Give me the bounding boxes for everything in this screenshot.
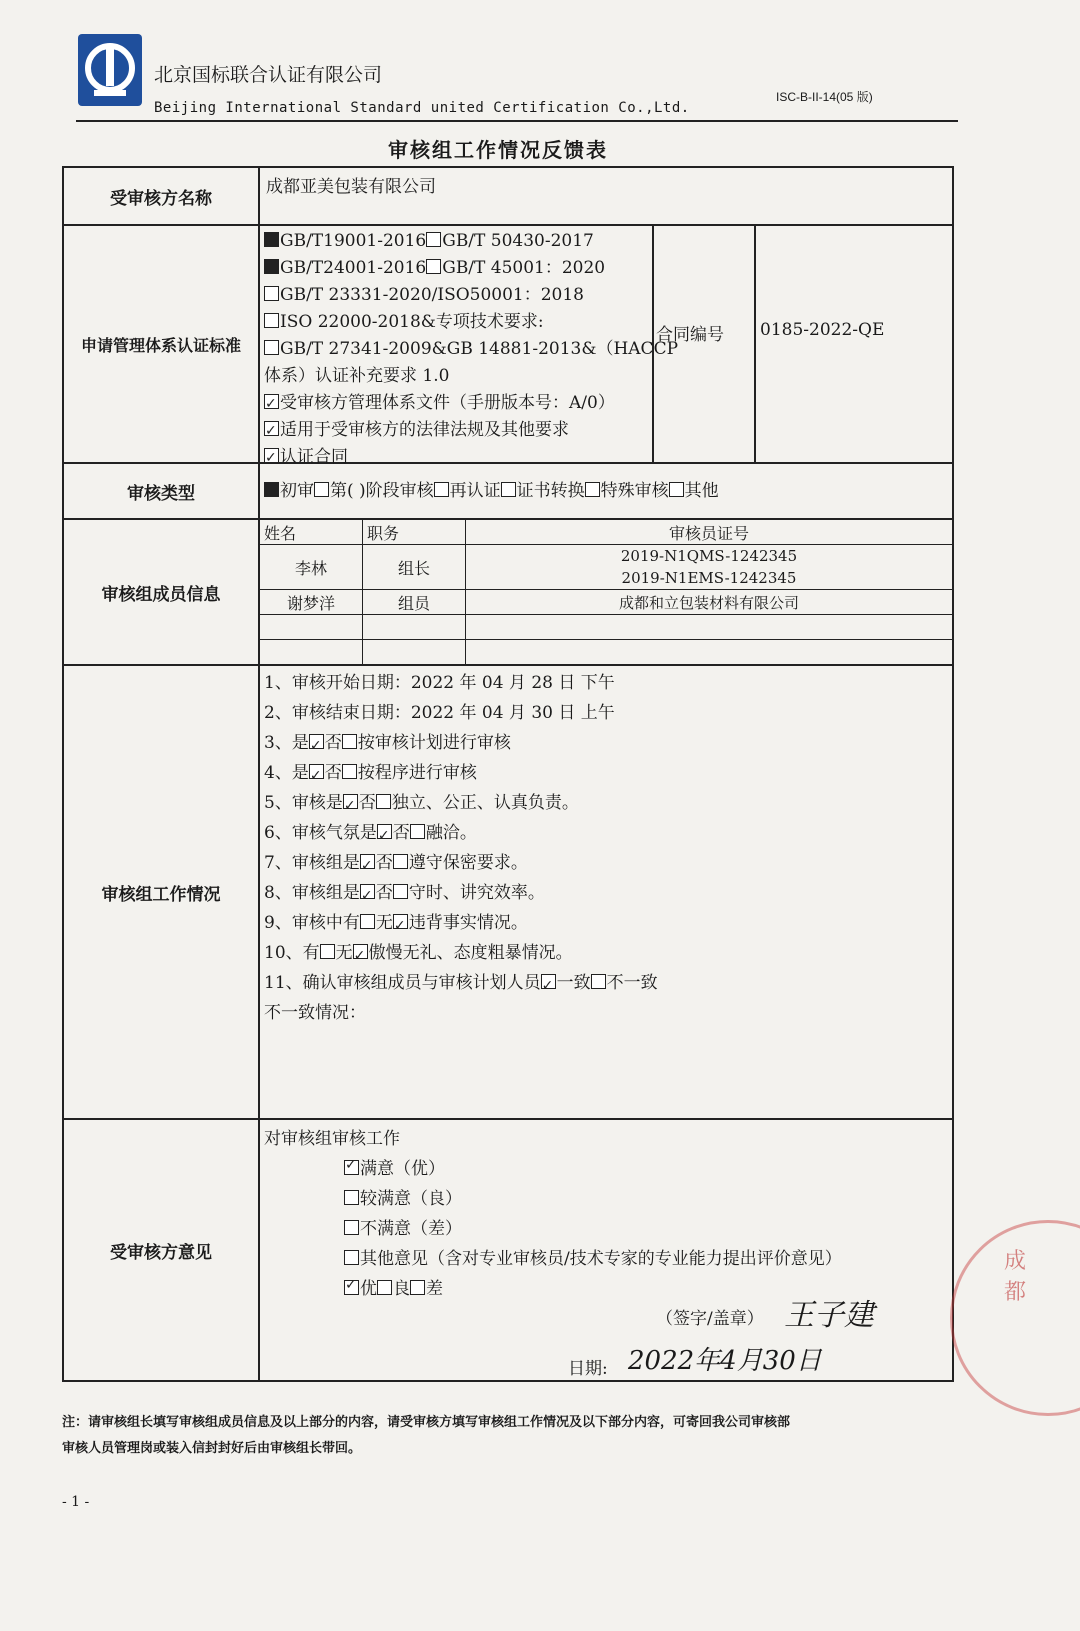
type-recert: 再认证 (449, 480, 501, 501)
work-text: 一致 (556, 973, 591, 993)
opinion-text: 良 (393, 1279, 410, 1299)
work-item-6 (260, 818, 952, 848)
checkbox-checked[interactable] (309, 764, 324, 779)
work-text: 4、是 (264, 763, 309, 783)
std-contract: 认证合同 (280, 447, 348, 467)
work-item-5 (260, 788, 952, 818)
table-row (260, 615, 952, 640)
work-text: 无 (375, 913, 393, 933)
member-role: 组长 (363, 545, 466, 590)
checkbox-empty[interactable] (426, 232, 441, 247)
col-name: 姓名 (260, 520, 363, 545)
work-text: 否 (392, 823, 410, 843)
checkbox-empty[interactable] (342, 734, 357, 749)
work-text: 无 (335, 943, 353, 963)
std-gbt45001: GB/T 45001：2020 (442, 258, 606, 278)
checkbox-empty[interactable] (585, 482, 600, 497)
work-item-11 (260, 968, 952, 998)
checkbox-empty[interactable] (360, 914, 375, 929)
auditee-label: 受审核方名称 (63, 167, 259, 225)
standards-list (260, 226, 679, 467)
checkbox-checked[interactable] (360, 854, 375, 869)
checkbox-checked[interactable] (360, 884, 375, 899)
contract-no-label: 合同编号 (654, 226, 756, 462)
member-cert: 2019-N1QMS-1242345 (620, 547, 798, 565)
work-text: 6、审核气氛是 (264, 823, 377, 843)
checkbox-empty[interactable] (344, 1190, 359, 1205)
checkbox-checked[interactable] (541, 974, 556, 989)
work-label: 审核组工作情况 (63, 665, 259, 1119)
checkbox-filled[interactable] (264, 259, 279, 274)
work-text: 不一致 (606, 973, 658, 993)
std-gbt24001: GB/T24001-2016 (280, 258, 427, 278)
work-text: 违背事实情况。 (408, 913, 528, 933)
company-name-en: Beijing International Standard united Certification Co.,Ltd. (154, 100, 690, 116)
std-gbt23331: GB/T 23331-2020/ISO50001：2018 (280, 285, 584, 305)
work-text: 否 (324, 733, 342, 753)
work-item-start: 1、审核开始日期：2022 年 04 月 28 日 下午 (264, 673, 615, 693)
work-text: 守时、讲究效率。 (408, 883, 545, 903)
sign-label: （签字/盖章） (656, 1309, 764, 1329)
work-text: 否 (324, 763, 342, 783)
type-initial: 初审 (280, 480, 314, 501)
checkbox-checked[interactable] (393, 914, 408, 929)
work-item-3 (260, 728, 952, 758)
standards-label: 申请管理体系认证标准 (63, 225, 259, 463)
seal-text: 成都 (1004, 1249, 1027, 1305)
auditee-name: 成都亚美包装有限公司 (259, 167, 953, 225)
work-item-7 (260, 848, 952, 878)
table-row (260, 590, 952, 615)
member-name: 谢梦洋 (260, 590, 363, 615)
date-label: 日期: (568, 1359, 608, 1379)
footnote-line-2: 审核人员管理岗或装入信封封好后由审核组长带回。 (62, 1441, 362, 1456)
checkbox-checked[interactable] (344, 1280, 359, 1295)
work-item-end: 2、审核结束日期：2022 年 04 月 30 日 上午 (264, 703, 615, 723)
member-name: 李林 (260, 545, 363, 590)
std-iso22000: ISO 22000-2018&专项技术要求: (280, 312, 544, 332)
work-text: 傲慢无礼、态度粗暴情况。 (368, 943, 573, 963)
work-item-9 (260, 908, 952, 938)
work-item-inconsistency: 不一致情况： (264, 1003, 366, 1023)
opinion-poor (344, 1214, 462, 1239)
checkbox-empty[interactable] (264, 286, 279, 301)
company-name-cn: 北京国标联合认证有限公司 (154, 64, 383, 86)
opinion-other (344, 1244, 842, 1269)
opinion-text: 其他意见（含对专业审核员/技术专家的专业能力提出评价意见） (360, 1249, 842, 1269)
checkbox-empty[interactable] (320, 944, 335, 959)
work-item-4 (260, 758, 952, 788)
col-role: 职务 (363, 520, 466, 545)
checkbox-empty[interactable] (264, 340, 279, 355)
letterhead (76, 32, 956, 124)
work-text: 融洽。 (425, 823, 477, 843)
checkbox-empty[interactable] (342, 764, 357, 779)
handwritten-signature: 王子建 (784, 1298, 874, 1333)
work-item-10 (260, 938, 952, 968)
work-text: 否 (358, 793, 376, 813)
checkbox-empty[interactable] (393, 854, 408, 869)
form-code: ISC-B-II-14(05 版) (776, 90, 873, 104)
checkbox-empty[interactable] (393, 884, 408, 899)
opinion-text: 不满意（差） (360, 1219, 462, 1239)
opinion-good (344, 1184, 462, 1209)
work-text: 7、审核组是 (264, 853, 360, 873)
checkbox-empty[interactable] (426, 259, 441, 274)
member-cert: 成都和立包装材料有限公司 (466, 590, 953, 615)
type-stage: 第( )阶段审核 (330, 480, 434, 501)
checkbox-checked[interactable] (264, 448, 279, 463)
col-cert: 审核员证号 (466, 520, 953, 545)
work-text: 否 (375, 883, 393, 903)
checkbox-checked[interactable] (264, 421, 279, 436)
feedback-form-table (62, 166, 1027, 1382)
type-transfer: 证书转换 (516, 480, 585, 501)
std-gbt50430: GB/T 50430-2017 (442, 231, 594, 251)
handwritten-date: 2022年4月30日 (628, 1346, 822, 1376)
checkbox-empty[interactable] (344, 1220, 359, 1235)
work-text: 5、审核是 (264, 793, 343, 813)
checkbox-empty[interactable] (377, 1280, 392, 1295)
opinion-text: 满意（优） (360, 1159, 445, 1179)
audit-type-label: 审核类型 (63, 463, 259, 519)
checkbox-checked[interactable] (377, 824, 392, 839)
page-number: - 1 - (62, 1494, 90, 1510)
work-items (260, 666, 952, 1118)
opinion-text: 差 (426, 1279, 443, 1299)
audit-type-options (260, 478, 952, 505)
opinion-excellent (344, 1154, 445, 1179)
table-row (260, 640, 952, 665)
checkbox-empty[interactable] (410, 824, 425, 839)
work-text: 3、是 (264, 733, 309, 753)
checkbox-empty[interactable] (344, 1250, 359, 1265)
checkbox-checked[interactable] (344, 1160, 359, 1175)
opinion-grade (344, 1274, 443, 1299)
work-text: 9、审核中有 (264, 913, 360, 933)
std-gbt27341: GB/T 27341-2009&GB 14881-2013&（HACCP (280, 339, 679, 359)
checkbox-checked[interactable] (353, 944, 368, 959)
checkbox-filled[interactable] (264, 482, 279, 497)
work-text: 8、审核组是 (264, 883, 360, 903)
footnote (62, 1410, 954, 1462)
opinion-text: 优 (360, 1279, 377, 1299)
table-row (260, 545, 952, 568)
type-special: 特殊审核 (600, 480, 669, 501)
work-text: 否 (375, 853, 393, 873)
checkbox-empty[interactable] (376, 794, 391, 809)
std-haccp-cont: 体系）认证补充要求 1.0 (264, 366, 450, 386)
opinion-intro: 对审核组审核工作 (264, 1129, 400, 1149)
work-text: 遵守保密要求。 (408, 853, 528, 873)
work-text: 10、有 (264, 943, 320, 963)
checkbox-empty[interactable] (669, 482, 684, 497)
checkbox-checked[interactable] (264, 394, 279, 409)
member-cert: 2019-N1EMS-1242345 (466, 567, 953, 590)
checkbox-empty[interactable] (501, 482, 516, 497)
checkbox-empty[interactable] (591, 974, 606, 989)
checkbox-empty[interactable] (314, 482, 329, 497)
type-other: 其他 (684, 480, 719, 501)
checkbox-checked[interactable] (309, 734, 324, 749)
footnote-line-1: 注：请审核组长填写审核组成员信息及以上部分的内容，请受审核方填写审核组工作情况及以下部分内容，可寄回我公司审核部 (62, 1415, 791, 1430)
std-manual: 受审核方管理体系文件（手册版本号：A/0） (280, 393, 615, 413)
checkbox-empty[interactable] (264, 313, 279, 328)
members-label: 审核组成员信息 (63, 519, 259, 665)
checkbox-filled[interactable] (264, 232, 279, 247)
work-text: 11、确认审核组成员与审核计划人员 (264, 973, 541, 993)
opinion-area (260, 1120, 1027, 1380)
checkbox-empty[interactable] (434, 482, 449, 497)
work-text: 按程序进行审核 (357, 763, 477, 783)
work-text: 按审核计划进行审核 (357, 733, 511, 753)
checkbox-checked[interactable] (343, 794, 358, 809)
members-table (260, 520, 952, 664)
opinion-label: 受审核方意见 (63, 1119, 259, 1381)
work-item-8 (260, 878, 952, 908)
form-title: 审核组工作情况反馈表 (388, 138, 608, 162)
std-gbt19001: GB/T19001-2016 (280, 231, 427, 251)
opinion-text: 较满意（良） (360, 1189, 462, 1209)
header-divider (76, 120, 958, 122)
member-role: 组员 (363, 590, 466, 615)
company-logo (76, 32, 144, 108)
checkbox-empty[interactable] (410, 1280, 425, 1295)
contract-no-value: 0185-2022-QE (760, 320, 885, 340)
std-laws: 适用于受审核方的法律法规及其他要求 (280, 420, 569, 440)
work-text: 独立、公正、认真负责。 (391, 793, 579, 813)
